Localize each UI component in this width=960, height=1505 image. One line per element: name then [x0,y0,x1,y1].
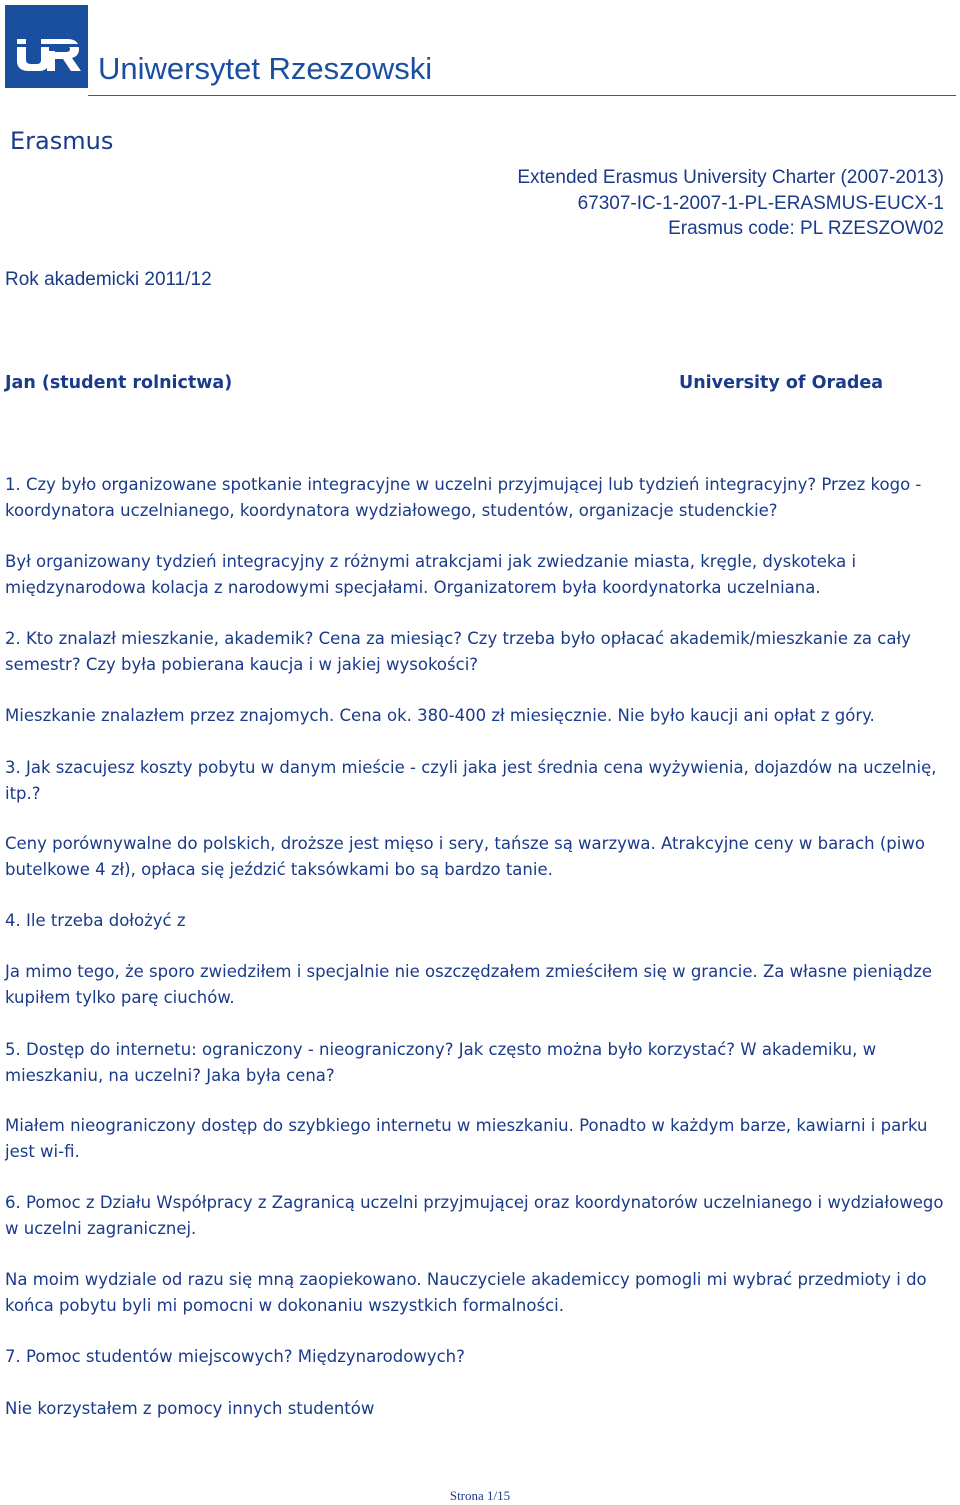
answer-7 [5,1396,960,1422]
charter-info [517,165,944,242]
charter-line: Extended Erasmus University Charter (2007-2013) [517,167,944,188]
answer-text: Na moim wydziale od razu się mną zaopiekowano. Nauczyciele akademiccy pomogli mi wybrać przedmioty i do końca pobytu byli mi pomocni w dokonaniu wszystkich formalności. [5,1270,927,1315]
answer-text: Nie korzystałem z pomocy innych studentów [5,1399,375,1418]
host-university: University of Oradea [679,373,884,393]
answer-text: Miałem nieograniczony dostęp do szybkiego internetu w mieszkaniu. Ponadto w każdym barze, kawiarni i parku jest wi-fi. [5,1116,928,1161]
answer-text: Ceny porównywalne do polskich, droższe jest mięso i sery, tańsze są warzywa. Atrakcyjne ceny w barach (piwo butelkowe 4 zł), opłaca się jeździć taksówkami bo są bardzo tanie. [5,834,925,879]
question-4 [5,908,960,934]
answer-text: Mieszkanie znalazłem przez znajomych. Cena ok. 380-400 zł miesięcznie. Nie było kaucji ani opłat z góry. [5,706,875,725]
question-7 [5,1344,960,1370]
section-title: Erasmus [10,127,114,155]
erasmus-code: Erasmus code: PL RZESZOW02 [668,218,944,239]
answer-1 [5,549,960,600]
answer-text: Ja mimo tego, że sporo zwiedziłem i specjalnie nie oszczędzałem zmieściłem się w grancie. Za własne pieniądze kupiłem tylko parę ciuchów. [5,962,933,1007]
question-5 [5,1037,960,1088]
page-number: Strona 1/15 [449,1488,511,1503]
question-text: 2. Kto znalazł mieszkanie, akademik? Cena za miesiąc? Czy trzeba było opłacać akademik/mieszkanie za cały semestr? Czy była pobierana kaucja i w jakiej wysokości? [5,629,911,674]
answer-text: Był organizowany tydzień integracyjny z różnymi atrakcjami jak zwiedzanie miasta, kręgle, dyskoteka i międzynarodowa kolacja z narodowymi specjałami. Organizatorem była koordynatorka uczelniana. [5,552,857,597]
question-3 [5,755,960,806]
charter-code: 67307-IC-1-2007-1-PL-ERASMUS-EUCX-1 [577,192,944,214]
question-text: 4. Ile trzeba dołożyć z [5,911,186,930]
question-2 [5,626,960,677]
question-text: 5. Dostęp do internetu: ograniczony - nieograniczony? Jak często można było korzystać? W akademiku, w mieszkaniu, na uczelni? Jaka była cena? [5,1040,877,1085]
university-name: Uniwersytet Rzeszowski [98,51,433,86]
question-6 [5,1190,960,1241]
question-text: 3. Jak szacujesz koszty pobytu w danym mieście - czyli jaka jest średnia cena wyżywienia, dojazdów na uczelnię, itp.? [5,758,937,803]
answer-5 [5,1113,960,1164]
student-name: Jan (student rolnictwa) [5,373,233,393]
header-divider [88,95,956,96]
question-text: 1. Czy było organizowane spotkanie integracyjne w uczelni przyjmującej lub tydzień integracyjny? Przez kogo - koordynatora uczelnianego, koordynatora wydziałowego, studentów, organizacje studenckie? [5,475,922,520]
university-logo [5,5,88,88]
ur-logo-icon [5,5,88,88]
question-text: 6. Pomoc z Działu Współpracy z Zagranicą uczelni przyjmującej oraz koordynatorów uczelnianego i wydziałowego w uczelni zagranicznej. [5,1193,944,1238]
answer-2 [5,703,960,729]
answer-6 [5,1267,960,1318]
answer-4 [5,959,960,1010]
academic-year: Rok akademicki 2011/12 [5,269,212,290]
question-1 [5,472,960,523]
answer-3 [5,831,960,882]
question-text: 7. Pomoc studentów miejscowych? Międzynarodowych? [5,1347,465,1366]
